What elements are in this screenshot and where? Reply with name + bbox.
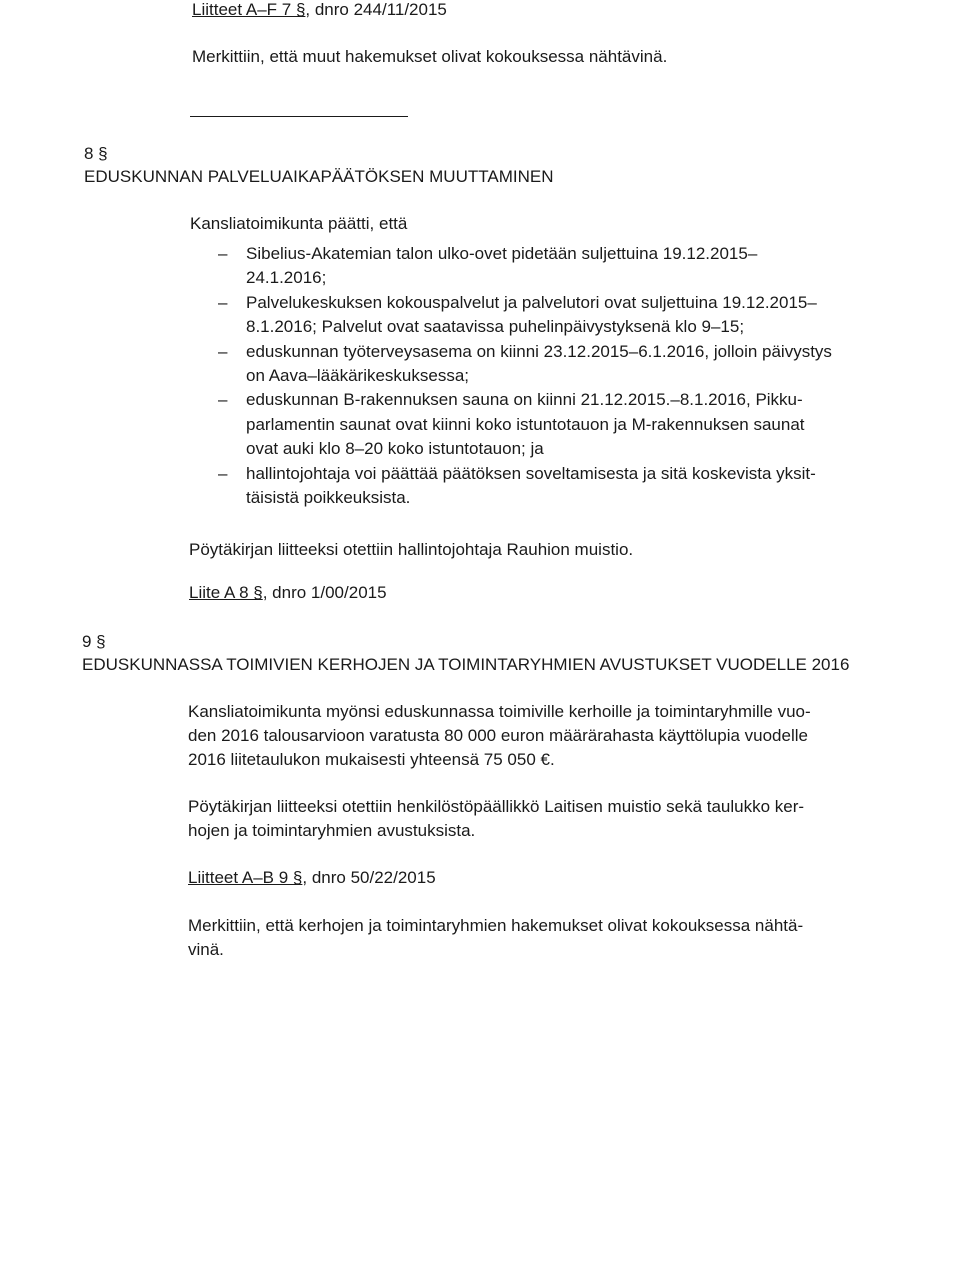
decision-intro: Kansliatoimikunta päätti, että <box>190 214 408 233</box>
note-paragraph: Merkittiin, että muut hakemukset olivat kokouksessa nähtävinä. <box>192 47 668 66</box>
dnro-text: , dnro 50/22/2015 <box>302 868 436 887</box>
section-number: 9 § <box>82 632 106 651</box>
attachment-reference-8 <box>189 581 387 605</box>
minutes-paragraph: Pöytäkirjan liitteeksi otettiin hallintojohtaja Rauhion muistio. <box>189 540 634 559</box>
list-item: – eduskunnan B-rakennuksen sauna on kiinni 21.12.2015.–8.1.2016, Pikku- parlamentin saunat ovat kiinni koko istuntotauon ja M-rakennuksen saunat ovat auki klo 8–20 koko istuntotauon; ja <box>218 390 805 459</box>
list-item: – Palvelukeskuksen kokouspalvelut ja palvelutori ovat suljettuina 19.12.2015– 8.1.2016; Palvelut ovat saatavissa puhelinpäivystyksenä klo 9–15; <box>218 292 817 337</box>
list-item: – Sibelius-Akatemian talon ulko-ovet pidetään suljettuina 19.12.2015– 24.1.2016; <box>218 244 758 288</box>
dnro-text: , dnro 1/00/2015 <box>262 583 387 602</box>
note-paragraph: Merkittiin, että kerhojen ja toimintaryhmien hakemukset olivat kokouksessa nähtä- vinä. <box>188 916 804 959</box>
section-title: EDUSKUNNASSA TOIMIVIEN KERHOJEN JA TOIMINTARYHMIEN AVUSTUKSET VUODELLE 2016 <box>82 655 850 674</box>
decision-list <box>190 242 890 510</box>
dash-bullet: – <box>218 292 228 312</box>
attachment-link: Liitteet A–B 9 § <box>188 868 303 887</box>
minutes-paragraph: Pöytäkirjan liitteeksi otettiin henkilöstöpäällikkö Laitisen muistio sekä taulukko ker- hojen ja toimintaryhmien avustuksista. <box>188 797 805 840</box>
section-number: 8 § <box>84 144 108 163</box>
dash-bullet: – <box>218 390 228 410</box>
list-item: – eduskunnan työterveysasema on kiinni 23.12.2015–6.1.2016, jolloin päivystys on Aava–lääkärikeskuksessa; <box>218 341 832 386</box>
attachment-reference-7 <box>192 0 447 22</box>
grant-paragraph: Kansliatoimikunta myönsi eduskunnassa toimiville kerhoille ja toimintaryhmille vuo- den 2016 talousarvioon varatusta 80 000 euron määrärahasta käyttölupia vuodelle 2016 liitetaulukon mukaisesti yhteensä 75 050 €. <box>188 702 811 769</box>
dnro-text: , dnro 244/11/2015 <box>305 0 447 19</box>
separator-line <box>190 116 408 117</box>
list-item: – hallintojohtaja voi päättää päätöksen soveltamisesta ja sitä koskevista yksit- täisistä poikkeuksista. <box>218 463 816 508</box>
dash-bullet: – <box>218 244 228 263</box>
attachment-link: Liite A 8 § <box>189 583 263 602</box>
dash-bullet: – <box>218 341 228 361</box>
attachment-reference-9 <box>188 866 436 890</box>
section-title: EDUSKUNNAN PALVELUAIKAPÄÄTÖKSEN MUUTTAMINEN <box>84 167 554 186</box>
dash-bullet: – <box>218 463 228 483</box>
attachment-link: Liitteet A–F 7 § <box>192 0 306 19</box>
